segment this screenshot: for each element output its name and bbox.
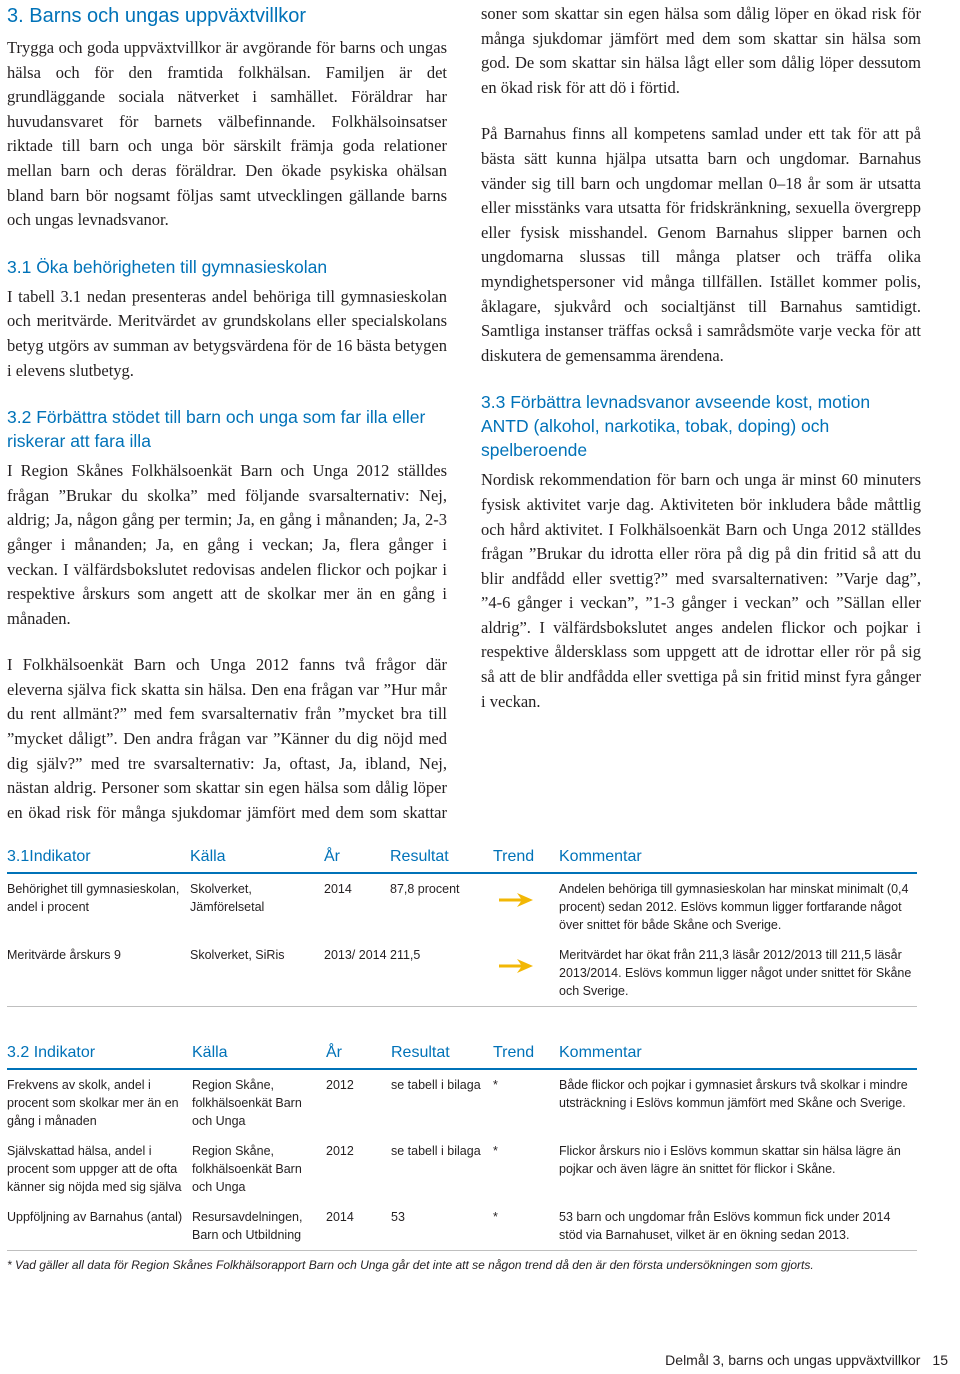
footer-text: Delmål 3, barns och ungas uppväxtvillkor (665, 1352, 921, 1368)
cell-ar: 2012 (326, 1144, 354, 1158)
table-row (7, 1136, 917, 1202)
right-column (481, 0, 921, 714)
cell-resultat: 87,8 procent (390, 882, 460, 896)
cell-kalla: Skolverket, Jämförelsetal (190, 882, 265, 914)
header-kommentar: Kommentar (559, 848, 642, 865)
cell-kommentar: Andelen behöriga till gymnasieskolan har minskat minimalt (0,4 procent) sedan 2012. Eslövs kommun ligger fortfarande något över snittet för både Skåne och Sverige. (559, 882, 909, 932)
cell-kommentar: Meritvärdet har ökat från 211,3 läsår 2012/2013 till 211,5 läsår 2013/2014. Eslövs kommun ligger något under snittet för Skåne och Sverige. (559, 948, 912, 998)
header-indikator: 3.2 Indikator (7, 1044, 96, 1061)
section-3-2-text-3: På Barnahus finns all kompetens samlad under ett tak för att på bästa sätt kunna hjälpa utsatta barn och ungdomar. Barnahus vänder sig till barn och ungdomar mellan 0–18 år som är utsatta eller misstänks vara utsatta för fridskränkning, sexuella övergrepp eller fysisk misshandel. Genom Barnahus slipper barnen och ungdomarna slussas till många platser och träffa olika myndighetspersoner vid många tillfällen. Istället kommer polis, åklagare, sjukvård och socialtjänst till Barnahus samtidigt. Samtliga instanser träffas också i samrådsmöte varje vecka för att diskutera de gemensamma ärendena. (481, 124, 921, 365)
arrow-right-icon (497, 956, 537, 976)
page-footer (665, 1352, 948, 1368)
table-row (7, 1202, 917, 1250)
cell-kalla: Skolverket, SiRis (190, 948, 285, 962)
header-trend: Trend (493, 1044, 535, 1061)
cell-indikator: Uppföljning av Barnahus (antal) (7, 1210, 183, 1224)
cell-trend: * (493, 1144, 498, 1158)
section-3-1-text: I tabell 3.1 nedan presenteras andel behöriga till gymnasieskolan och meritvärde. Meritvärdet av grundskolans eller specialskolans betyg utgörs av summan av betygsvärdena för de 16 bästa betygen i elevens slutbetyg. (7, 286, 447, 380)
header-trend: Trend (493, 848, 535, 865)
cell-trend (493, 880, 559, 934)
section-3-intro: Trygga och goda uppväxtvillkor är avgörande för barns och ungas hälsa och för den framtida folkhälsan. Familjen är det grundläggande sociala nätverket i samhället. Föräldrar har huvudansvaret för barnets välbefinnande. Folkhälsoinsatser riktade till barn och unga bör särskilt främja goda relationer mellan barn och deras föräldrar. Den ökade psykiska ohälsan bland barn bör nogsamt följas samt utvecklingen gällande barns och ungas levnadsvanor. (7, 38, 447, 230)
cell-ar: 2013/ 2014 (324, 948, 387, 962)
cell-indikator: Behörighet till gymnasieskolan, andel i procent (7, 882, 180, 914)
section-3-2-text-2: I Folkhälsoenkät Barn och Unga 2012 fanns två frågor där eleverna själva fick skatta sin hälsa. Den ena frågan var ”Hur mår du rent allmänt?” med fem svarsalternativ från ”mycket bra till ”mycket dåligt”. Den andra frågan var ”Känner du dig nöjd med dig själv?” med tre svarsalternativ: Ja, oftast, Ja, ibland, Nej, nästan aldrig. Personer som skattar sin egen hälsa som dålig löper en ökad risk för många sjukdomar jämfört med dem som skattar (7, 655, 447, 822)
section-3-2-title: 3.2 Förbättra stödet till barn och unga som far illa eller riskerar att fara illa (7, 407, 426, 452)
cell-kommentar: 53 barn och ungdomar från Eslövs kommun fick under 2014 stöd via Barnahuset, vilket är en ökning sedan 2013. (559, 1210, 891, 1242)
cell-ar: 2014 (324, 882, 352, 896)
page-number: 15 (932, 1352, 948, 1368)
table-3-2 (7, 1042, 917, 1273)
cell-trend (493, 946, 559, 1000)
cell-resultat: 211,5 (390, 948, 421, 962)
cell-kalla: Region Skåne, folkhälsoenkät Barn och Unga (192, 1078, 302, 1128)
section-3-2-text-2-continued: soner som skattar sin egen hälsa som dålig löper en ökad risk för många sjukdomar jämfört med dem som skattar sin hälsa som god. De som skattar sin hälsa lågt eller som dålig löper dessutom en ökad risk för att dö i förtid. (481, 4, 921, 97)
header-resultat: Resultat (390, 848, 449, 865)
header-kommentar: Kommentar (559, 1044, 642, 1061)
cell-kommentar: Flickor årskurs nio i Eslövs kommun skattar sin hälsa lägre än pojkar och även lägre än snittet för flickor i Skåne. (559, 1144, 901, 1176)
table-row (7, 874, 917, 940)
cell-resultat: se tabell i bilaga (391, 1144, 481, 1158)
table-footnote: * Vad gäller all data för Region Skånes Folkhälsorapport Barn och Unga går det inte att se någon trend då den är den första undersökningen som gjorts. (7, 1250, 917, 1273)
section-3-3-title: 3.3 Förbättra levnadsvanor avseende kost, motion ANTD (alkohol, narkotika, tobak, doping) och spelberoende (481, 392, 871, 461)
cell-trend: * (493, 1078, 498, 1092)
header-ar: År (324, 848, 340, 865)
header-resultat: Resultat (391, 1044, 450, 1061)
section-3-1-title: 3.1 Öka behörigheten till gymnasieskolan (7, 256, 328, 277)
left-column (7, 0, 447, 825)
table-header (7, 1042, 917, 1070)
table-3-1 (7, 846, 917, 1007)
section-3-2-text-1: I Region Skånes Folkhälsoenkät Barn och Unga 2012 ställdes frågan ”Brukar du skolka” med följande svarsalternativ: Nej, aldrig; Ja, någon gång per termin; Ja, en gång i månanden; Ja, 2-3 gånger i månanden; Ja, en gång i veckan; Ja, flera gånger i veckan. I välfärdsbokslutet redovisas andelen flickor och pojkar i respektive årskurs som angett att de skolkar mer än en gång i månaden. (7, 461, 447, 628)
arrow-right-icon (497, 890, 537, 910)
header-indikator: 3.1Indikator (7, 848, 91, 865)
cell-kalla: Region Skåne, folkhälsoenkät Barn och Unga (192, 1144, 302, 1194)
cell-ar: 2014 (326, 1210, 354, 1224)
cell-indikator: Självskattad hälsa, andel i procent som uppger att de ofta känner sig nöjda med sig själva (7, 1144, 182, 1194)
cell-indikator: Frekvens av skolk, andel i procent som skolkar mer än en gång i månaden (7, 1078, 179, 1128)
cell-resultat: se tabell i bilaga (391, 1078, 481, 1092)
cell-kommentar: Både flickor och pojkar i gymnasiet årskurs två skolkar i mindre utsträckning i Eslövs kommun jämfört med Skåne och Sverige. (559, 1078, 908, 1110)
table-row (7, 940, 917, 1007)
table-header (7, 846, 917, 874)
header-kalla: Källa (192, 1044, 228, 1061)
cell-kalla: Resursavdelningen, Barn och Utbildning (192, 1210, 303, 1242)
cell-ar: 2012 (326, 1078, 354, 1092)
cell-indikator: Meritvärde årskurs 9 (7, 948, 121, 962)
section-3-3-text: Nordisk rekommendation för barn och unga är minst 60 minuters fysisk aktivitet varje dag. Aktiviteten bör inkludera både måttlig och hård aktivitet. I Folkhälsoenkät Barn och Unga 2012 ställdes frågan ”Brukar du idrotta eller röra på dig på din fritid så att du blir andfådd eller svettig?” med svarsalternativen: ”Varje dag”, ”4-6 gånger i veckan”, ”1-3 gånger i veckan” och ”Sällan eller aldrig”. I välfärdsbokslutet anges andelen flickor och pojkar i respektive åldersklass som uppgett att de idrottar eller rör på sig så att de blir andfådda eller svettiga på sin fritid minst fyra gånger i veckan. (481, 470, 921, 711)
header-ar: År (326, 1044, 342, 1061)
cell-trend: * (493, 1210, 498, 1224)
section-3-title: 3. Barns och ungas uppväxtvillkor (7, 5, 307, 27)
cell-resultat: 53 (391, 1210, 405, 1224)
header-kalla: Källa (190, 848, 226, 865)
table-row (7, 1070, 917, 1136)
